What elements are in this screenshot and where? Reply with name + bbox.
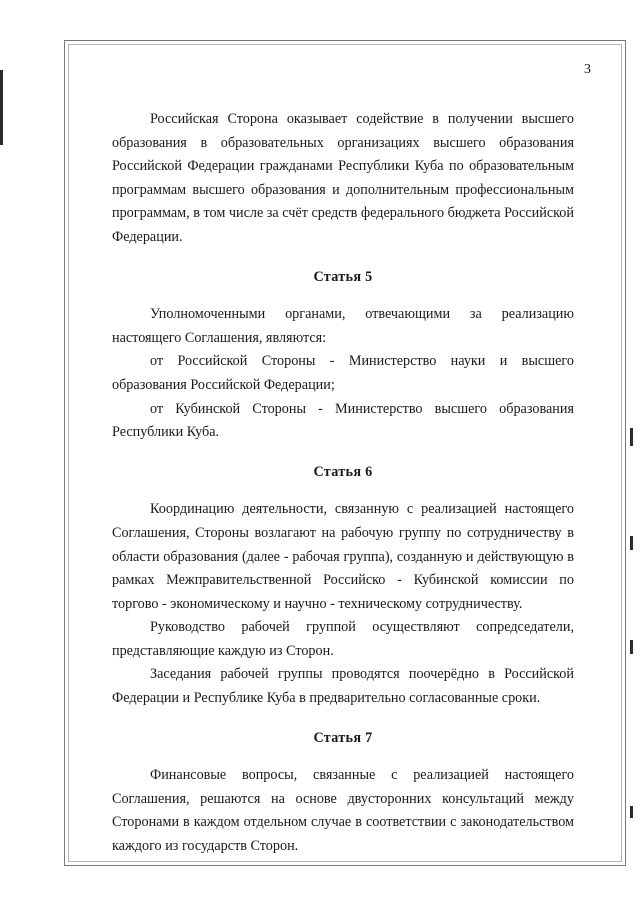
article-6-paragraph-1: Координацию деятельности, связанную с реализацией настоящего Соглашения, Стороны возлагают на рабочую группу по сотрудничеству в области образования (далее - рабочая группа), созданную и действующую в рамках Межправительственной Российско - Кубинской комиссии по торгово - экономическому и научно - техническому сотрудничеству. xyxy=(112,501,574,612)
article-7-heading: Статья 7 xyxy=(313,729,373,746)
scan-edge-mark xyxy=(630,640,633,654)
scan-edge-mark xyxy=(630,806,633,818)
scan-edge-mark xyxy=(630,536,633,550)
article-5-paragraph-2: от Российской Стороны - Министерство науки и высшего образования Российской Федерации; xyxy=(112,353,574,393)
article-5-paragraph-3: от Кубинской Стороны - Министерство высшего образования Республики Куба. xyxy=(112,400,574,441)
intro-paragraph: Российская Сторона оказывает содействие в получении высшего образования в образовательных организациях высшего образования Российской Федерации гражданами Республики Куба по образовательным программам высшего образования и дополнительным профессиональным программам, в том числе за счёт средств федерального бюджета Российской Федерации. xyxy=(112,111,574,245)
article-5-paragraph-1: Уполномоченными органами, отвечающими за реализацию настоящего Соглашения, являются: xyxy=(112,306,574,346)
scan-edge-mark xyxy=(630,428,633,446)
article-5-heading: Статья 5 xyxy=(313,268,373,285)
page-number: 3 xyxy=(584,62,591,77)
article-6-heading: Статья 6 xyxy=(313,463,373,480)
document-body xyxy=(112,108,574,859)
scan-edge-mark xyxy=(0,70,3,145)
article-7-paragraph-1: Финансовые вопросы, связанные с реализацией настоящего Соглашения, решаются на основе двусторонних консультаций между Сторонами в каждом отдельном случае в соответствии с законодательством каждого из государств Сторон. xyxy=(112,767,574,855)
article-6-paragraph-2: Руководство рабочей группой осуществляют сопредседатели, представляющие каждую из Сторон. xyxy=(112,619,574,659)
article-6-paragraph-3: Заседания рабочей группы проводятся поочерёдно в Российской Федерации и Республике Куба в предварительно согласованные сроки. xyxy=(112,666,574,707)
